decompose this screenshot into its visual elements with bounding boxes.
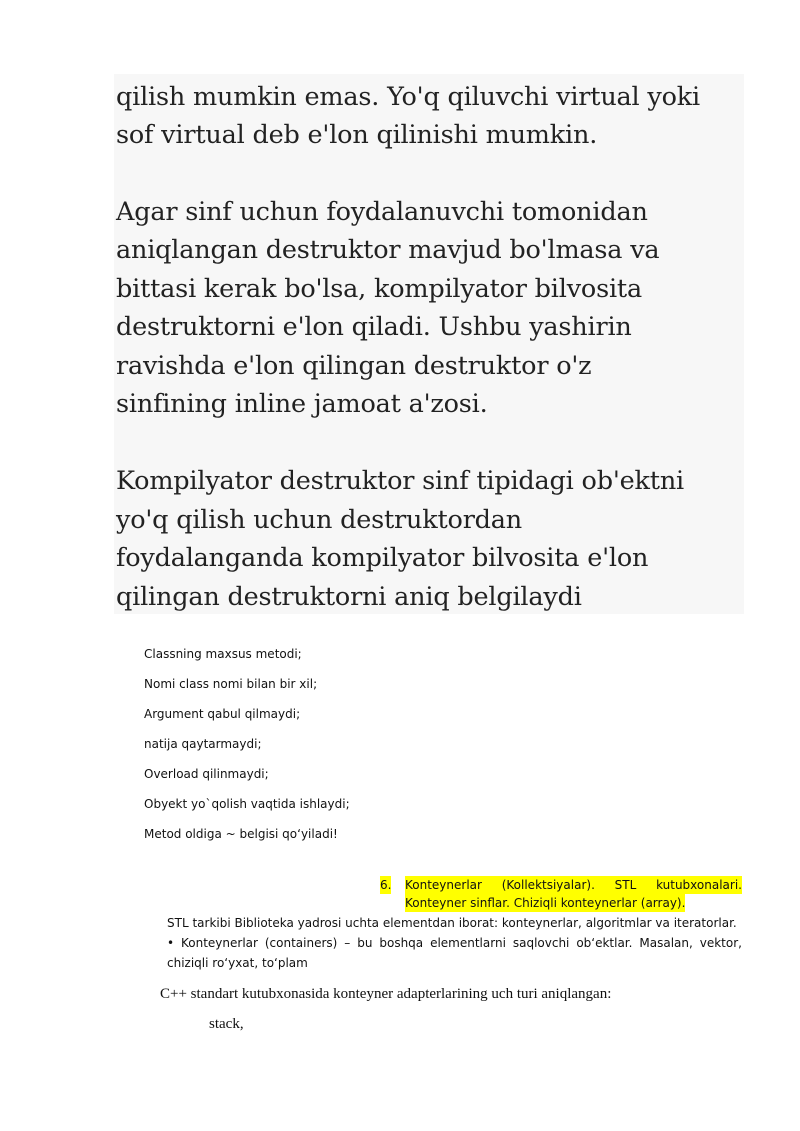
quote-line: Agar sinf uchun foydalanuvchi tomonidan [116,197,648,227]
word: saqlovchi [512,936,570,950]
paragraph-line: STL tarkibi Biblioteka yadrosi uchta elementdan iborat: konteynerlar, algoritmlar va iteratorlar. [167,916,737,930]
list-item: Overload qilinmaydi; [144,767,269,781]
list-item: Obyekt yo`qolish vaqtida ishlaydi; [144,797,350,811]
list-item: stack, [209,1016,244,1032]
word: bu [357,936,373,950]
list-item: Classning maxsus metodi; [144,647,302,661]
quote-line: aniqlangan destruktor mavjud bo'lmasa va [116,235,660,265]
quote-line: yo'q qilish uchun destruktordan [116,505,523,535]
heading-word: STL [614,878,637,892]
list-item: natija qaytarmaydi; [144,737,262,751]
paragraph-line: chiziqli ro‘yxat, to‘plam [167,956,308,970]
word: Masalan, [639,936,693,950]
word: boshqa [379,936,424,950]
quote-line: sinfining inline jamoat a'zosi. [116,389,488,419]
quote-line: sof virtual deb e'lon qilinishi mumkin. [116,120,598,150]
quote-line: ravishda e'lon qilingan destruktor o'z [116,351,592,381]
heading-word: Konteynerlar [405,878,482,892]
quote-line: Kompilyator destruktor sinf tipidagi ob'ektni [116,466,684,496]
paragraph-line [167,936,742,950]
word: • [167,936,175,950]
quote-line: foydalanganda kompilyator bilvosita e'lon [116,543,649,573]
quote-line: bittasi kerak bo'lsa, kompilyator bilvosita [116,274,642,304]
section-number: 6. [380,878,392,892]
list-item: Nomi class nomi bilan bir xil; [144,677,318,691]
paragraph-line: C++ standart kutubxonasida konteyner adapterlarining uch turi aniqlangan: [160,986,612,1002]
list-item: Metod oldiga ~ belgisi qo‘yiladi! [144,827,338,841]
word: – [344,936,351,950]
heading-word: kutubxonalari. [656,878,742,892]
section-heading-line: Konteyner sinflar. Chiziqli konteynerlar (array). [405,896,686,910]
word: ob‘ektlar. [576,936,633,950]
quote-line: destruktorni e'lon qiladi. Ushbu yashirin [116,312,632,342]
word: vektor, [699,936,742,950]
word: (containers) [264,936,338,950]
word: elementlarni [430,936,506,950]
quote-line: qilish mumkin emas. Yo'q qiluvchi virtual yoki [116,82,700,112]
word: Konteynerlar [181,936,258,950]
list-item: Argument qabul qilmaydi; [144,707,301,721]
heading-word: (Kollektsiyalar). [501,878,595,892]
quote-line: qilingan destruktorni aniq belgilaydi [116,582,582,612]
section-heading-line [405,876,742,894]
